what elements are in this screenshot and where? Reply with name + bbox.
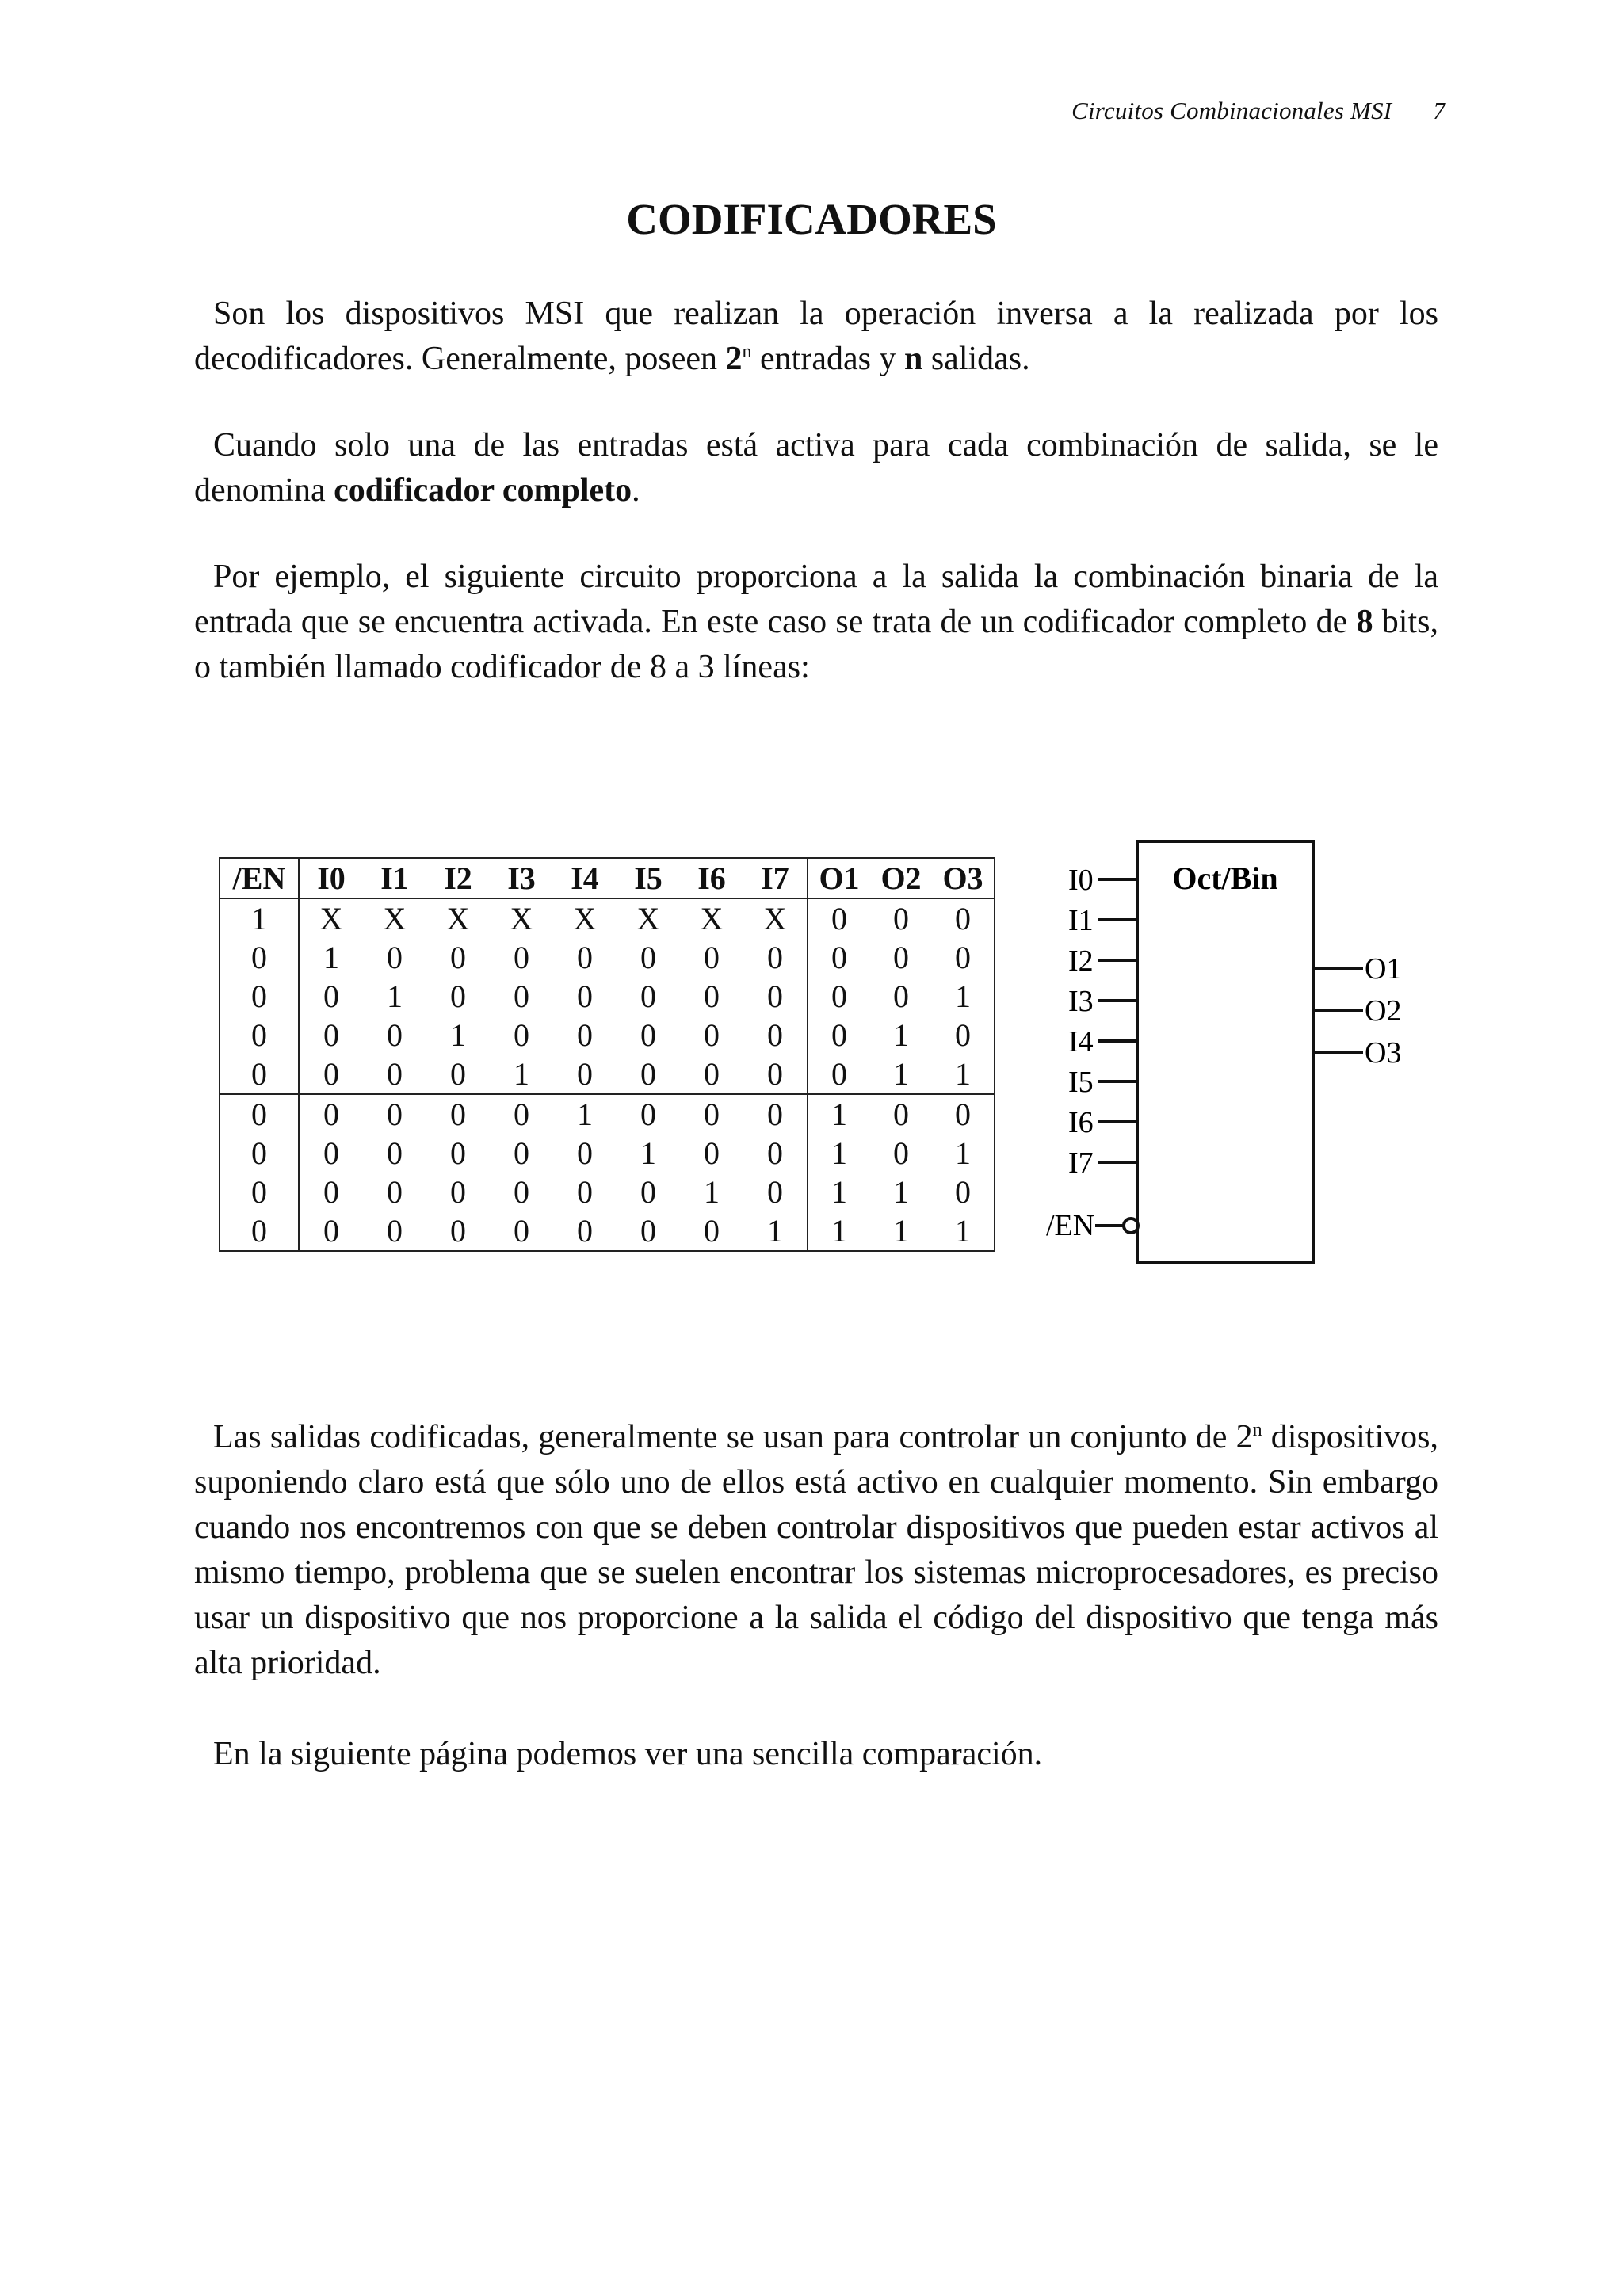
p3-text-a: Por ejemplo, el siguiente circuito proporciona a la salida la combinación binaria de la entrada que se encuentra activada. En este caso se trata de un codificador completo de xyxy=(194,559,1438,640)
truth-table-row xyxy=(220,1134,995,1173)
p1-bold-n: n xyxy=(903,341,923,377)
truth-table-cell: 0 xyxy=(387,1056,403,1092)
truth-table-header-row xyxy=(220,858,995,898)
p2-bold-term: codificador completo xyxy=(334,472,632,509)
p2-text-c: . xyxy=(632,472,640,509)
truth-table-cell: 0 xyxy=(323,1135,339,1171)
truth-table-cell: 0 xyxy=(743,1094,808,1134)
encoder-inputs xyxy=(1068,864,1137,1180)
truth-table-cell: 0 xyxy=(831,1017,847,1053)
truth-table-header-cell: O2 xyxy=(870,858,932,898)
truth-table-cell: 1 xyxy=(955,1213,971,1249)
truth-table-header-cell: I0 xyxy=(299,858,363,898)
truth-table-cell: 0 xyxy=(450,1056,466,1092)
paragraph-outputs xyxy=(194,1415,1438,1686)
truth-table-cell: 0 xyxy=(640,1174,656,1210)
truth-table-cell: 0 xyxy=(893,1135,909,1171)
truth-table-cell: 0 xyxy=(220,938,299,977)
truth-table-header-cell: I4 xyxy=(553,858,617,898)
input-label-i5: I5 xyxy=(1068,1066,1094,1099)
truth-table-cell: 0 xyxy=(220,1173,299,1211)
truth-table-cell: 0 xyxy=(955,1174,971,1210)
truth-table-cell: 1 xyxy=(220,898,299,938)
p1-text-a: Son los dispositivos MSI que realizan la operación inversa a la realizada por los decodificadores. Generalmente, poseen xyxy=(194,296,1438,377)
truth-table-cell: 0 xyxy=(299,1094,363,1134)
truth-table-cell: 0 xyxy=(831,940,847,975)
p3-bold-8: 8 xyxy=(1356,604,1373,640)
truth-table-cell: X xyxy=(446,901,470,936)
paragraph-example xyxy=(194,555,1438,690)
truth-table-cell: 0 xyxy=(514,1135,529,1171)
p4-sup-n: n xyxy=(1252,1420,1262,1440)
truth-table-cell: 0 xyxy=(870,1094,932,1134)
paragraph-definition xyxy=(194,423,1438,513)
truth-table-cell: 1 xyxy=(955,1056,971,1092)
encoder-outputs xyxy=(1313,952,1401,1070)
input-label-i6: I6 xyxy=(1068,1106,1094,1139)
truth-table-cell: 0 xyxy=(704,1213,720,1249)
truth-table-header-cell: I1 xyxy=(363,858,426,898)
truth-table-cell: 0 xyxy=(680,1094,743,1134)
paragraph-intro xyxy=(194,292,1438,382)
truth-table-cell: 0 xyxy=(743,1134,808,1173)
encoder-block-label: Oct/Bin xyxy=(1172,860,1278,896)
truth-table-cell: 1 xyxy=(893,1017,909,1053)
truth-table-cell: 0 xyxy=(387,940,403,975)
output-label-o3: O3 xyxy=(1365,1036,1402,1070)
truth-table-cell: 0 xyxy=(640,978,656,1014)
truth-table-cell: 1 xyxy=(831,1174,847,1210)
truth-table-cell: 0 xyxy=(450,1213,466,1249)
truth-table-cell: 0 xyxy=(704,1135,720,1171)
truth-table-cell: 0 xyxy=(220,1016,299,1055)
enable-input xyxy=(1046,1209,1138,1242)
truth-table-row xyxy=(220,938,995,977)
truth-table-cell: 0 xyxy=(577,1017,593,1053)
truth-table-header-cell: O1 xyxy=(808,858,870,898)
truth-table-cell: 1 xyxy=(387,978,403,1014)
encoder-block-diagram xyxy=(1022,832,1402,1276)
truth-table-cell: 0 xyxy=(220,1094,299,1134)
truth-table-cell: 0 xyxy=(450,1174,466,1210)
page-number: 7 xyxy=(1433,97,1445,124)
truth-table-cell: 0 xyxy=(577,1174,593,1210)
truth-table-cell: 0 xyxy=(955,940,971,975)
input-label-i0: I0 xyxy=(1068,864,1094,897)
truth-table-cell: 0 xyxy=(450,1135,466,1171)
truth-table-header-cell: I6 xyxy=(680,858,743,898)
truth-table-cell: 0 xyxy=(514,1174,529,1210)
truth-table-cell: 1 xyxy=(893,1213,909,1249)
truth-table-cell: 0 xyxy=(743,1055,808,1094)
truth-table-cell: 1 xyxy=(704,1174,720,1210)
truth-table-cell: 0 xyxy=(955,901,971,936)
truth-table-cell: 1 xyxy=(553,1094,617,1134)
input-label-i3: I3 xyxy=(1068,985,1094,1018)
truth-table-cell: 0 xyxy=(640,940,656,975)
truth-table-cell: 0 xyxy=(640,1213,656,1249)
truth-table-cell: 0 xyxy=(704,1017,720,1053)
encoder-block xyxy=(1137,841,1313,1263)
truth-table-cell: 0 xyxy=(577,1056,593,1092)
truth-table-row xyxy=(220,1211,995,1251)
p4-text-b: dispositivos, suponiendo claro está que sólo uno de ellos está activo en cualquier momento. Sin embargo cuando nos encontremos con que se deben controlar dispositivos que pueden estar activos al mismo tiempo, problema que se suelen encontrar los sistemas microprocesadores, es preciso usar un dispositivo que nos proporcione a la salida el código del dispositivo que tenga más alta prioridad. xyxy=(194,1419,1438,1681)
truth-table-cell: 0 xyxy=(617,1094,680,1134)
truth-table-body xyxy=(220,898,995,1251)
truth-table-row xyxy=(220,1173,995,1211)
truth-table-cell: 1 xyxy=(831,1213,847,1249)
truth-table-cell: 1 xyxy=(640,1135,656,1171)
input-label-i2: I2 xyxy=(1068,944,1094,978)
truth-table-cell: 1 xyxy=(514,1056,529,1092)
p4-text-a: Las salidas codificadas, generalmente se usan para controlar un conjunto de 2 xyxy=(213,1419,1253,1455)
truth-table-cell: 0 xyxy=(704,1056,720,1092)
truth-table-cell: 0 xyxy=(426,1094,490,1134)
truth-table-cell: 0 xyxy=(577,940,593,975)
truth-table-cell: 0 xyxy=(514,1213,529,1249)
truth-table-row xyxy=(220,898,995,938)
truth-table-cell: 1 xyxy=(743,1211,808,1251)
truth-table-cell: 1 xyxy=(955,1135,971,1171)
running-header xyxy=(1071,97,1445,125)
truth-table-cell: 0 xyxy=(743,1173,808,1211)
truth-table xyxy=(219,857,995,1252)
truth-table-cell: X xyxy=(573,901,597,936)
truth-table-cell: 0 xyxy=(450,978,466,1014)
truth-table-cell: X xyxy=(383,901,407,936)
truth-table-cell: 0 xyxy=(514,1017,529,1053)
truth-table-cell: 0 xyxy=(577,1213,593,1249)
truth-table-cell: 0 xyxy=(893,978,909,1014)
truth-table-cell: 1 xyxy=(955,978,971,1014)
truth-table-cell: 0 xyxy=(704,978,720,1014)
truth-table-cell: 0 xyxy=(831,978,847,1014)
truth-table-cell: 0 xyxy=(704,940,720,975)
truth-table-row xyxy=(220,1094,995,1134)
output-label-o2: O2 xyxy=(1365,994,1402,1028)
truth-table-cell: 0 xyxy=(323,1017,339,1053)
truth-table-cell: 0 xyxy=(220,1055,299,1094)
running-header-title: Circuitos Combinacionales MSI xyxy=(1071,97,1392,124)
truth-table-header-cell: I5 xyxy=(617,858,680,898)
truth-table-cell: 0 xyxy=(577,978,593,1014)
truth-table-cell: 1 xyxy=(893,1056,909,1092)
truth-table-cell: 1 xyxy=(831,1135,847,1171)
input-label-i1: I1 xyxy=(1068,904,1094,937)
truth-table-cell: 0 xyxy=(831,901,847,936)
truth-table-cell: 0 xyxy=(323,1213,339,1249)
truth-table-cell: 0 xyxy=(387,1017,403,1053)
truth-table-cell: X xyxy=(636,901,660,936)
truth-table-cell: 0 xyxy=(640,1056,656,1092)
truth-table-cell: 0 xyxy=(831,1056,847,1092)
output-label-o1: O1 xyxy=(1365,952,1402,986)
truth-table-cell: 0 xyxy=(387,1174,403,1210)
truth-table-cell: 0 xyxy=(220,1134,299,1173)
truth-table-cell: 0 xyxy=(893,940,909,975)
truth-table-cell: 0 xyxy=(363,1094,426,1134)
truth-table-header-cell: /EN xyxy=(220,858,299,898)
truth-table-cell: 0 xyxy=(514,978,529,1014)
truth-table-cell: X xyxy=(700,901,724,936)
truth-table-cell: 1 xyxy=(808,1094,870,1134)
truth-table-cell: 0 xyxy=(955,1017,971,1053)
p1-text-d: salidas. xyxy=(922,341,1030,377)
truth-table-cell: 0 xyxy=(387,1213,403,1249)
truth-table-cell: 0 xyxy=(387,1135,403,1171)
truth-table-cell: 0 xyxy=(490,1094,553,1134)
truth-table-cell: 0 xyxy=(323,1056,339,1092)
truth-table-cell: 0 xyxy=(514,940,529,975)
truth-table-cell: 0 xyxy=(743,977,808,1016)
truth-table-header-cell: I3 xyxy=(490,858,553,898)
truth-table-cell: 1 xyxy=(450,1017,466,1053)
truth-table-cell: 0 xyxy=(743,1016,808,1055)
truth-table-header-cell: I7 xyxy=(743,858,808,898)
truth-table-cell: 0 xyxy=(220,977,299,1016)
truth-table-cell: X xyxy=(510,901,533,936)
truth-table-cell: 0 xyxy=(450,940,466,975)
truth-table-cell: 1 xyxy=(323,940,339,975)
truth-table-row xyxy=(220,1016,995,1055)
truth-table-header-cell: O3 xyxy=(932,858,995,898)
truth-table-cell: 0 xyxy=(220,1211,299,1251)
truth-table-cell: 0 xyxy=(893,901,909,936)
truth-table-cell: X xyxy=(319,901,343,936)
truth-table-cell: 0 xyxy=(640,1017,656,1053)
truth-table-cell: X xyxy=(743,898,808,938)
truth-table-header-cell: I2 xyxy=(426,858,490,898)
truth-table-cell: 0 xyxy=(743,938,808,977)
p1-sup-n: n xyxy=(742,341,752,362)
input-label-i7: I7 xyxy=(1068,1146,1094,1180)
enable-inversion-bubble xyxy=(1124,1219,1138,1233)
enable-label: /EN xyxy=(1046,1209,1095,1242)
truth-table-cell: 0 xyxy=(323,978,339,1014)
truth-table-cell: 0 xyxy=(577,1135,593,1171)
truth-table-cell: 1 xyxy=(893,1174,909,1210)
truth-table-row xyxy=(220,977,995,1016)
truth-table-row xyxy=(220,1055,995,1094)
p1-text-c: entradas y xyxy=(751,341,904,377)
paragraph-next-page: En la siguiente página podemos ver una sencilla comparación. xyxy=(213,1736,1043,1772)
input-label-i4: I4 xyxy=(1068,1025,1094,1058)
truth-table-cell: 0 xyxy=(932,1094,995,1134)
p3-text-c: bits, o también llamado codificador de 8 a 3 líneas: xyxy=(194,604,1438,685)
p1-bold-2: 2 xyxy=(725,341,743,377)
truth-table-cell: 0 xyxy=(323,1174,339,1210)
p2-text-a: Cuando solo una de las entradas está activa para cada combinación de salida, se le denomina xyxy=(194,427,1438,509)
page-title: CODIFICADORES xyxy=(626,195,997,243)
